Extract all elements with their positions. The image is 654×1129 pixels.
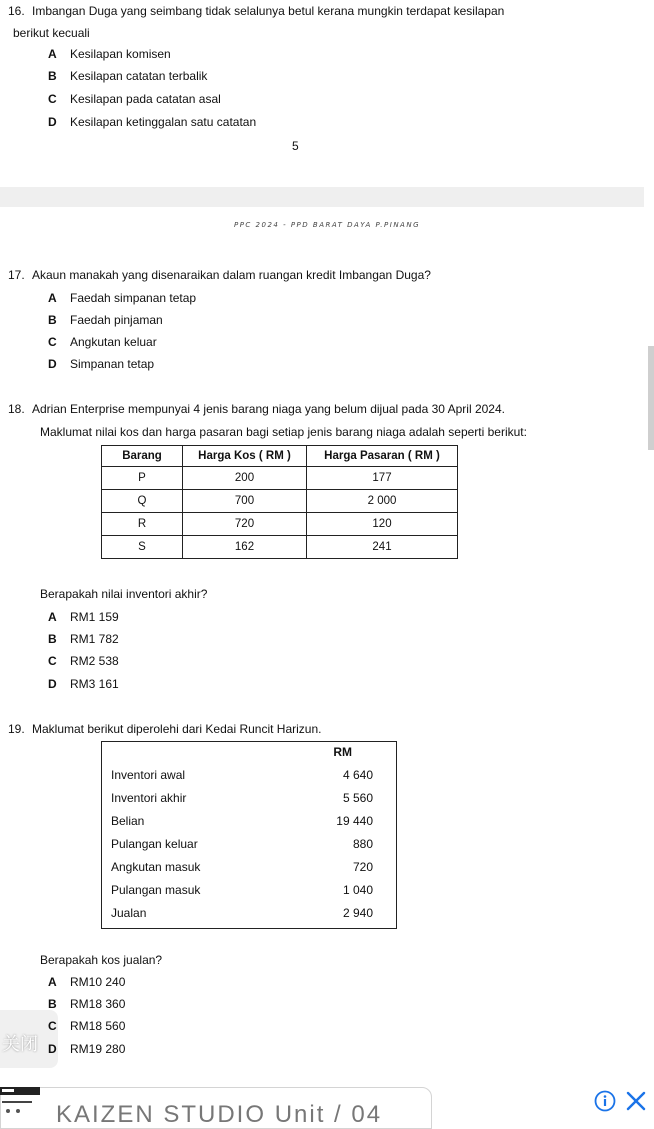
table-header-row [102, 446, 458, 467]
option-d[interactable]: D RM3 161 [48, 677, 119, 691]
option-c[interactable]: C RM18 560 [48, 1019, 126, 1033]
info-icon[interactable] [594, 1090, 616, 1112]
question-18 [8, 401, 505, 417]
option-d[interactable]: D Kesilapan ketinggalan satu catatan [48, 115, 257, 129]
list-item: Inventori awal 4 640 [111, 768, 373, 782]
inventory-table [101, 445, 458, 559]
table-cell: 177 [307, 467, 458, 490]
page-footer: PPC 2024 - PPD BARAT DAYA P.PINANG [233, 221, 421, 229]
table-cell: 241 [307, 536, 458, 559]
accounts-box [101, 741, 397, 929]
table-row [102, 536, 458, 559]
option-b[interactable]: B RM1 782 [48, 632, 119, 646]
option-c[interactable]: C RM2 538 [48, 654, 119, 668]
question-number: 17. [8, 268, 25, 282]
option-a[interactable]: A Faedah simpanan tetap [48, 291, 197, 305]
list-item: Pulangan keluar 880 [111, 837, 373, 851]
option-c[interactable]: C Kesilapan pada catatan asal [48, 92, 221, 106]
option-a[interactable]: A RM10 240 [48, 975, 126, 989]
table-cell: S [102, 536, 183, 559]
table-cell: 2 000 [307, 490, 458, 513]
page-divider [0, 187, 644, 207]
question-19 [8, 721, 321, 737]
ad-title[interactable]: KAIZEN STUDIO Unit / 04 [56, 1101, 383, 1128]
question-number: 18. [8, 402, 25, 416]
option-a[interactable]: A RM1 159 [48, 610, 119, 624]
ad-thumbnail-icon[interactable] [0, 1087, 40, 1117]
question-text: Maklumat berikut diperolehi dari Kedai Runcit Harizun. [32, 722, 322, 736]
currency-header: RM [333, 745, 352, 759]
table-cell: 120 [307, 513, 458, 536]
table-header: Harga Pasaran ( RM ) [307, 446, 458, 467]
question-text: Adrian Enterprise mempunyai 4 jenis barang niaga yang belum dijual pada 30 April 2024. [32, 402, 505, 416]
option-a[interactable]: A Kesilapan komisen [48, 47, 171, 61]
list-item: Inventori akhir 5 560 [111, 791, 373, 805]
table-cell: 720 [183, 513, 307, 536]
table-row [102, 513, 458, 536]
question-18-prompt: Berapakah nilai inventori akhir? [40, 587, 208, 601]
table-header: Harga Kos ( RM ) [183, 446, 307, 467]
table-cell: R [102, 513, 183, 536]
table-cell: 200 [183, 467, 307, 490]
question-number: 16. [8, 4, 25, 18]
option-d[interactable]: D Simpanan tetap [48, 357, 155, 371]
question-number: 19. [8, 722, 25, 736]
list-item: Jualan 2 940 [111, 906, 373, 920]
question-18-line2: Maklumat nilai kos dan harga pasaran bagi setiap jenis barang niaga adalah seperti berikut: [40, 425, 527, 439]
table-cell: Q [102, 490, 183, 513]
table-cell: P [102, 467, 183, 490]
question-17 [8, 267, 431, 283]
option-b[interactable]: B Faedah pinjaman [48, 313, 163, 327]
close-overlay-label[interactable]: 关闭 [2, 1034, 38, 1055]
question-19-prompt: Berapakah kos jualan? [40, 953, 163, 967]
table-row [102, 467, 458, 490]
question-16-line2: berikut kecuali [13, 26, 90, 40]
option-c[interactable]: C Angkutan keluar [48, 335, 157, 349]
question-text: Imbangan Duga yang seimbang tidak selalunya betul kerana mungkin terdapat kesilapan [32, 4, 505, 18]
close-icon[interactable] [624, 1089, 648, 1113]
question-text: Akaun manakah yang disenaraikan dalam ruangan kredit Imbangan Duga? [32, 268, 431, 282]
scrollbar-thumb[interactable] [648, 346, 654, 450]
page-number: 5 [292, 139, 299, 153]
list-item: Belian 19 440 [111, 814, 373, 828]
table-row [102, 490, 458, 513]
table-header: Barang [102, 446, 183, 467]
table-cell: 162 [183, 536, 307, 559]
option-b[interactable]: B RM18 360 [48, 997, 126, 1011]
question-16 [8, 3, 504, 19]
option-b[interactable]: B Kesilapan catatan terbalik [48, 69, 208, 83]
list-item: Angkutan masuk 720 [111, 860, 373, 874]
option-d[interactable]: D RM19 280 [48, 1042, 126, 1056]
table-cell: 700 [183, 490, 307, 513]
list-item: Pulangan masuk 1 040 [111, 883, 373, 897]
